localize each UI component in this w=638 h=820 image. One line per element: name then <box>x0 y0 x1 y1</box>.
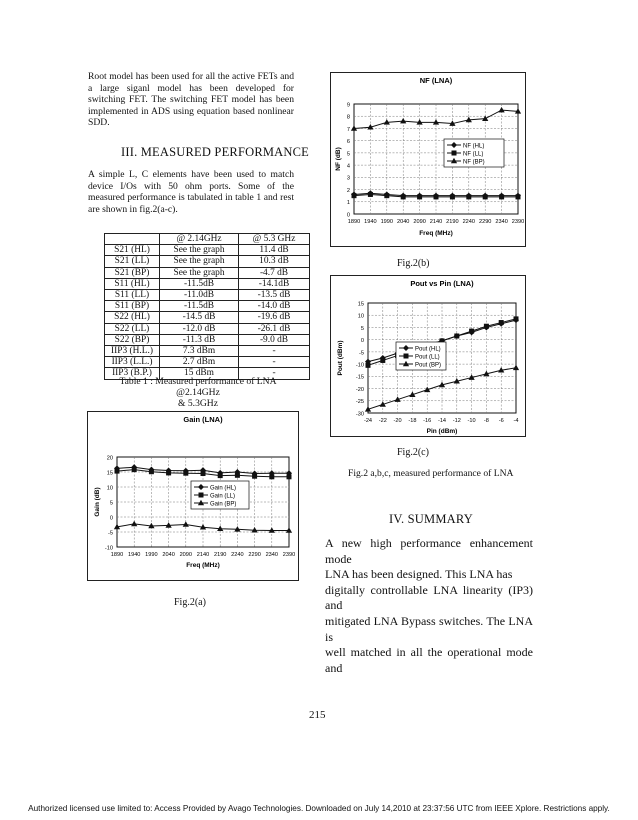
data-point <box>484 324 488 328</box>
section-title-measured: III. MEASURED PERFORMANCE <box>121 145 310 159</box>
y-tick-label: -5 <box>108 530 113 537</box>
gain-chart <box>87 411 299 581</box>
table-caption <box>98 376 298 409</box>
table-cell: 7.3 dBm <box>160 346 239 357</box>
y-tick-label: 15 <box>106 470 113 477</box>
table-cell: S22 (HL) <box>105 312 160 323</box>
table-cell: IIP3 (H.L.) <box>105 346 160 357</box>
summary-paragraph <box>325 536 533 676</box>
data-point <box>467 195 471 199</box>
data-point <box>434 195 438 199</box>
y-tick-label: 2 <box>346 187 350 194</box>
data-point <box>514 317 518 321</box>
data-point <box>270 475 274 479</box>
table-cell: 10.3 dB <box>239 256 310 267</box>
legend-entry: Pout (BP) <box>415 362 442 369</box>
x-tick-label: 2040 <box>162 552 175 558</box>
table-row <box>105 245 310 256</box>
fig-caption: Fig.2 a,b,c, measured performance of LNA <box>348 468 514 479</box>
y-tick-label: -5 <box>359 350 364 357</box>
table-row <box>105 278 310 289</box>
y-tick-label: 6 <box>346 139 350 146</box>
table-cell: -11.5dB <box>160 278 239 289</box>
y-tick-label: -25 <box>355 399 364 406</box>
y-tick-label: 0 <box>360 338 364 345</box>
data-point <box>184 471 188 475</box>
x-tick-label: 2090 <box>179 552 193 558</box>
y-tick-label: -10 <box>355 362 364 369</box>
x-tick-label: -4 <box>513 418 519 424</box>
table-header-row <box>105 234 310 245</box>
table-cell: S22 (BP) <box>105 334 160 345</box>
data-point <box>381 358 385 362</box>
y-tick-label: 7 <box>346 126 350 133</box>
x-tick-label: -8 <box>483 418 489 424</box>
x-tick-label: 2140 <box>196 552 210 558</box>
x-tick-label: 2090 <box>413 219 426 225</box>
data-point <box>417 195 421 199</box>
y-tick-label: 3 <box>346 175 350 182</box>
table-cell: -11.5dB <box>160 301 239 312</box>
x-tick-label: -18 <box>408 418 417 424</box>
x-tick-label: -6 <box>498 418 504 424</box>
table-header-cell: @ 5.3 GHz <box>239 234 310 245</box>
table-cell: -14.1dB <box>239 278 310 289</box>
table-row <box>105 334 310 345</box>
x-tick-label: 2190 <box>446 219 459 225</box>
table-cell: S11 (BP) <box>105 301 160 312</box>
data-point <box>499 320 503 324</box>
y-tick-label: 5 <box>346 151 350 158</box>
y-tick-label: 0 <box>109 515 113 522</box>
data-point <box>166 471 170 475</box>
y-tick-label: 10 <box>106 485 113 492</box>
measured-paragraph: A simple L, C elements have been used to match device I/Os with 50 ohm ports. Some of the measured performance is tabulated in table 1 and rest are shown in fig.2(a-c). <box>88 169 294 215</box>
x-tick-label: 1890 <box>110 552 124 558</box>
x-tick-label: 2190 <box>213 552 227 558</box>
x-tick-label: -22 <box>378 418 387 424</box>
table-cell: - <box>239 368 310 379</box>
y-tick-label: -30 <box>355 411 364 418</box>
y-tick-label: 4 <box>346 163 350 170</box>
data-point <box>149 470 153 474</box>
table-cell: -13.5 dB <box>239 290 310 301</box>
y-tick-label: 15 <box>357 301 364 308</box>
data-point <box>352 193 356 197</box>
legend-marker <box>452 151 456 155</box>
x-tick-label: 2390 <box>282 552 296 558</box>
data-point <box>368 192 372 196</box>
table-caption-line2: & 5.3GHz <box>178 398 218 409</box>
fig-a-label: Fig.2(a) <box>174 597 206 608</box>
data-point <box>450 195 454 199</box>
table-row <box>105 256 310 267</box>
table-header-cell <box>105 234 160 245</box>
y-tick-label: 5 <box>109 500 113 507</box>
table-row <box>105 267 310 278</box>
x-tick-label: -10 <box>467 418 476 424</box>
table-cell: -12.0 dB <box>160 323 239 334</box>
data-point <box>499 195 503 199</box>
data-point <box>252 474 256 478</box>
legend-entry: NF (BP) <box>463 159 485 166</box>
table-cell: IIP3 (L.L.) <box>105 357 160 368</box>
table-caption-line1: Table 1 : Measured performance of LNA @2.14GHz <box>119 376 277 398</box>
y-axis-label: Gain (dB) <box>94 487 101 517</box>
chart-title: NF (LNA) <box>419 76 453 85</box>
table-cell: -4.7 dB <box>239 267 310 278</box>
legend <box>396 342 446 370</box>
x-tick-label: -16 <box>423 418 432 424</box>
x-tick-label: 1940 <box>127 552 141 558</box>
intro-paragraph: Root model has been used for all the active FETs and a large siganl model has been developed for switching FET. The switching FET model has been implemented in ADS using equation based nonlinear SDD. <box>88 71 294 129</box>
data-point <box>115 469 119 473</box>
table-cell: -11.3 dB <box>160 334 239 345</box>
table-cell: -14.0 dB <box>239 301 310 312</box>
x-tick-label: 2240 <box>462 219 476 225</box>
pout-chart <box>330 275 526 437</box>
data-point <box>201 471 205 475</box>
y-tick-label: 5 <box>360 325 364 332</box>
table-row <box>105 312 310 323</box>
summary-line: mitigated LNA Bypass switches. The LNA is <box>325 613 533 644</box>
table-cell: See the graph <box>160 245 239 256</box>
table-cell: S21 (HL) <box>105 245 160 256</box>
table-cell: See the graph <box>160 267 239 278</box>
data-point <box>455 334 459 338</box>
x-tick-label: 2290 <box>478 219 492 225</box>
y-tick-label: 0 <box>346 212 350 219</box>
table-cell: S21 (BP) <box>105 267 160 278</box>
y-axis-label: NF (dB) <box>335 147 342 171</box>
data-point <box>132 467 136 471</box>
x-tick-label: -14 <box>437 418 447 424</box>
x-tick-label: 1890 <box>347 219 361 225</box>
legend <box>191 481 249 509</box>
table-cell: - <box>239 346 310 357</box>
x-axis-label: Freq (MHz) <box>419 230 453 237</box>
table-row <box>105 290 310 301</box>
table-cell: IIP3 (B.P.) <box>105 368 160 379</box>
y-tick-label: -20 <box>355 386 364 393</box>
legend-entry: Gain (BP) <box>210 501 237 508</box>
data-point <box>218 473 222 477</box>
x-axis-label: Pin (dBm) <box>426 428 458 435</box>
y-tick-label: -10 <box>104 545 113 552</box>
y-axis-label: Pout (dBm) <box>337 340 344 376</box>
x-tick-label: 2040 <box>396 219 410 225</box>
table-row <box>105 323 310 334</box>
data-point <box>483 195 487 199</box>
table-cell: -14.5 dB <box>160 312 239 323</box>
table-cell: - <box>239 357 310 368</box>
performance-table <box>104 233 310 380</box>
table-cell: -9.0 dB <box>239 334 310 345</box>
x-tick-label: 1990 <box>145 552 158 558</box>
x-axis-label: Freq (MHz) <box>186 562 220 569</box>
summary-line: digitally controllable LNA linearity (IP3) and <box>325 582 533 613</box>
table-cell: -19.6 dB <box>239 312 310 323</box>
legend-entry: NF (HL) <box>463 143 485 150</box>
x-tick-label: 1990 <box>380 219 394 225</box>
table-row <box>105 301 310 312</box>
legend-entry: Pout (LL) <box>415 354 440 361</box>
legend-entry: Pout (HL) <box>415 346 441 353</box>
legend <box>444 139 504 167</box>
x-tick-label: 2340 <box>265 552 279 558</box>
table-cell: See the graph <box>160 256 239 267</box>
y-tick-label: -15 <box>355 374 364 381</box>
x-tick-label: 2290 <box>248 552 261 558</box>
table-cell: 2.7 dBm <box>160 357 239 368</box>
data-point <box>235 473 239 477</box>
page-number: 215 <box>309 709 326 721</box>
table-cell: S21 (LL) <box>105 256 160 267</box>
summary-line: A new high performance enhancement mode <box>325 536 533 566</box>
data-point <box>401 195 405 199</box>
table-cell: 11.4 dB <box>239 245 310 256</box>
x-tick-label: -24 <box>363 418 373 424</box>
nf-chart <box>330 72 526 247</box>
data-point <box>469 329 473 333</box>
table-row <box>105 346 310 357</box>
table-cell: S11 (HL) <box>105 278 160 289</box>
table-header-cell: @ 2.14GHz <box>160 234 239 245</box>
data-point <box>385 193 389 197</box>
x-tick-label: 2340 <box>495 219 508 225</box>
legend-marker <box>404 354 408 358</box>
y-tick-label: 8 <box>346 114 350 121</box>
x-tick-label: -12 <box>452 418 461 424</box>
legend-entry: NF (LL) <box>463 151 484 158</box>
table-cell: S22 (LL) <box>105 323 160 334</box>
section-title-summary: IV. SUMMARY <box>389 512 473 526</box>
x-tick-label: 2390 <box>511 219 525 225</box>
y-tick-label: 9 <box>346 102 350 109</box>
legend-entry: Gain (LL) <box>210 493 236 500</box>
chart-title: Pout vs Pin (LNA) <box>410 279 474 288</box>
y-tick-label: 1 <box>346 200 350 207</box>
table-cell: 15 dBm <box>160 368 239 379</box>
x-tick-label: 1940 <box>364 219 377 225</box>
y-tick-label: 10 <box>357 313 364 320</box>
y-tick-label: 20 <box>106 455 113 462</box>
x-tick-label: 2240 <box>231 552 244 558</box>
summary-line: well matched in all the operational mode and <box>325 645 533 675</box>
table-cell: -11.0dB <box>160 290 239 301</box>
legend-marker <box>199 493 203 497</box>
data-point <box>516 195 520 199</box>
x-tick-label: -20 <box>393 418 402 424</box>
x-tick-label: 2140 <box>429 219 443 225</box>
table-row <box>105 357 310 368</box>
fig-b-label: Fig.2(b) <box>397 258 430 269</box>
table-cell: S11 (LL) <box>105 290 160 301</box>
data-point <box>366 363 370 367</box>
fig-c-label: Fig.2(c) <box>397 447 429 458</box>
footer-license: Authorized licensed use limited to: Access Provided by Avago Technologies. Downloaded on July 14,2010 at 23:37:56 UTC from IEEE Xplore. Restrictions apply. <box>28 804 610 813</box>
chart-title: Gain (LNA) <box>183 415 223 424</box>
data-point <box>287 475 291 479</box>
table-cell: -26.1 dB <box>239 323 310 334</box>
legend-entry: Gain (HL) <box>210 485 237 492</box>
summary-line: LNA has been designed. This LNA has <box>325 567 513 582</box>
